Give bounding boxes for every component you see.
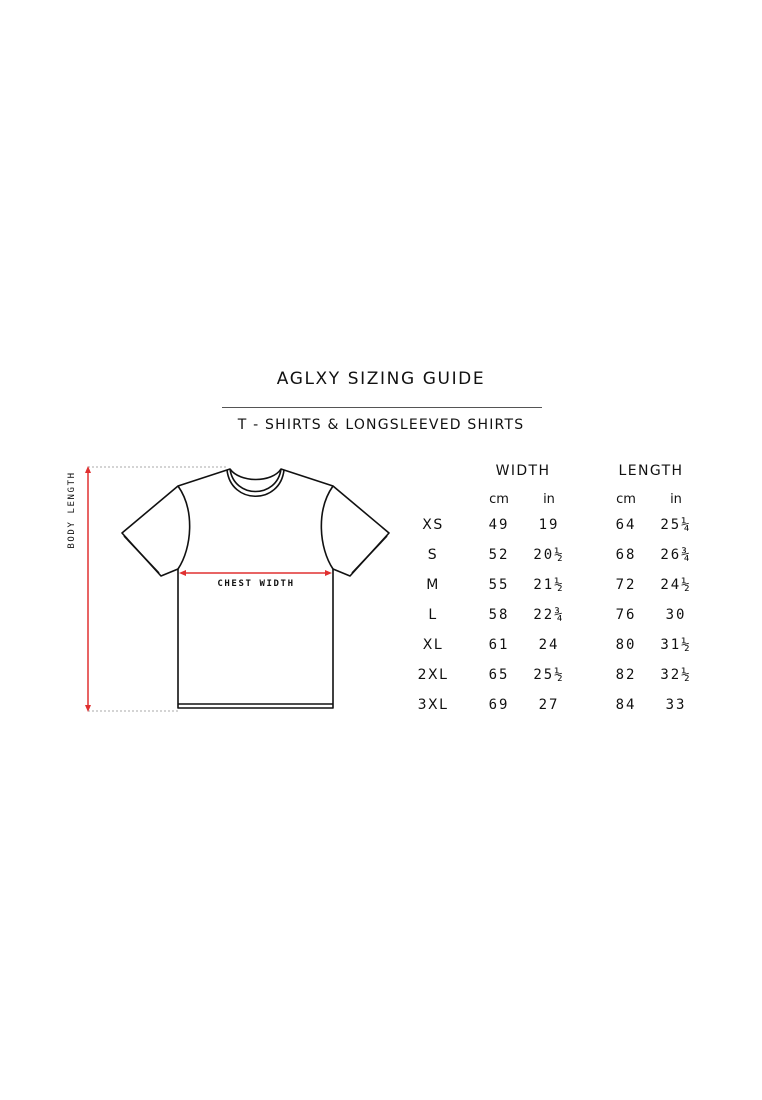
width-cm-cell: 52	[488, 547, 510, 563]
width-cm-cell: 49	[488, 517, 510, 533]
width-in-header: in	[543, 492, 555, 507]
size-label: M	[426, 577, 440, 593]
length-in-cell: 31½	[660, 637, 692, 653]
chest-width-label: CHEST WIDTH	[217, 579, 295, 589]
width-in-cell: 27	[538, 697, 560, 713]
length-cm-cell: 72	[615, 577, 637, 593]
length-in-cell: 32½	[660, 667, 692, 683]
width-in-cell: 19	[538, 517, 560, 533]
size-label: 2XL	[417, 667, 449, 683]
width-cm-cell: 65	[488, 667, 510, 683]
length-in-cell: 30	[665, 607, 687, 623]
size-label: XS	[422, 517, 444, 533]
length-cm-header: cm	[616, 492, 636, 507]
length-in-header: in	[670, 492, 682, 507]
width-in-cell: 21½	[533, 577, 565, 593]
guide-subtitle: T - SHIRTS & LONGSLEEVED SHIRTS	[237, 417, 525, 433]
length-cm-cell: 64	[615, 517, 637, 533]
size-label: L	[428, 607, 438, 623]
width-cm-header: cm	[489, 492, 509, 507]
size-label: XL	[422, 637, 444, 653]
length-in-cell: 26¾	[660, 547, 692, 563]
length-cm-cell: 76	[615, 607, 637, 623]
guide-title: AGLXY SIZING GUIDE	[276, 369, 486, 389]
body-length-arrow	[85, 466, 91, 712]
width-in-cell: 22¾	[533, 607, 565, 623]
width-in-cell: 20½	[533, 547, 565, 563]
length-in-cell: 24½	[660, 577, 692, 593]
length-header: LENGTH	[618, 463, 684, 479]
width-in-cell: 25½	[533, 667, 565, 683]
length-in-cell: 25¼	[660, 517, 692, 533]
width-cm-cell: 58	[488, 607, 510, 623]
width-cm-cell: 55	[488, 577, 510, 593]
length-cm-cell: 80	[615, 637, 637, 653]
width-cm-cell: 69	[488, 697, 510, 713]
width-in-cell: 24	[538, 637, 560, 653]
width-header: WIDTH	[495, 463, 551, 479]
body-length-label: BODY LENGTH	[67, 471, 77, 549]
length-in-cell: 33	[665, 697, 687, 713]
size-label: S	[427, 547, 439, 563]
length-cm-cell: 68	[615, 547, 637, 563]
width-cm-cell: 61	[488, 637, 510, 653]
size-label: 3XL	[417, 697, 449, 713]
length-cm-cell: 82	[615, 667, 637, 683]
chest-width-arrow	[179, 570, 332, 576]
length-cm-cell: 84	[615, 697, 637, 713]
